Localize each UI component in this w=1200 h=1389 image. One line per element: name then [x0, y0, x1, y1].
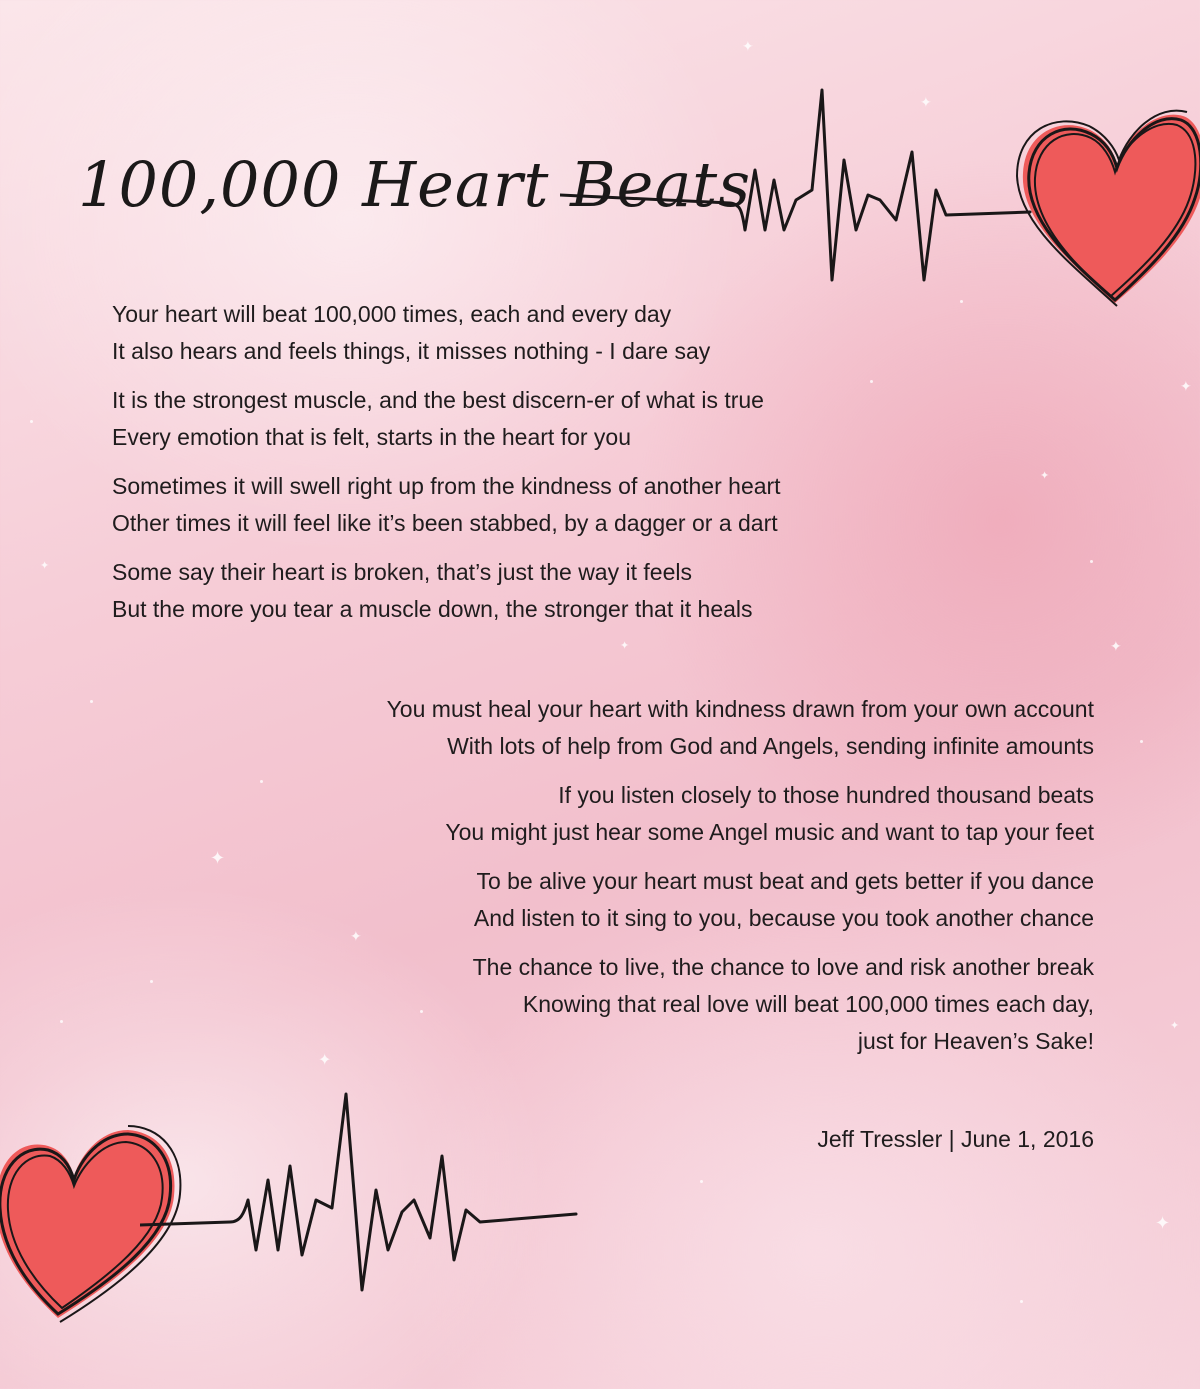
poem-line: Your heart will beat 100,000 times, each and every day	[112, 301, 672, 327]
sparkle-icon: ✦	[1040, 469, 1050, 482]
sparkle-dot	[1090, 560, 1093, 563]
page-title: 100,000 Heart Beats	[78, 148, 752, 221]
sparkle-icon: ✦	[1180, 379, 1192, 395]
ecg-line-icon	[140, 1090, 590, 1300]
stanza	[112, 554, 832, 628]
sparkle-icon: ✦	[620, 639, 630, 652]
poem-line: But the more you tear a muscle down, the stronger that it heals	[112, 596, 753, 622]
poem-line: And listen to it sing to you, because you took another chance	[473, 905, 1094, 931]
ecg-line-icon	[560, 80, 1040, 290]
sparkle-icon: ✦	[318, 1050, 332, 1069]
poem-part-1	[112, 296, 832, 640]
poem-line: Sometimes it will swell right up from the kindness of another heart	[112, 473, 781, 499]
poem-line: You must heal your heart with kindness drawn from your own account	[386, 696, 1094, 722]
sparkle-dot	[700, 1180, 703, 1183]
sparkle-icon: ✦	[350, 929, 362, 945]
sparkle-icon: ✦	[1155, 1213, 1171, 1234]
sparkle-icon: ✦	[40, 559, 50, 572]
poem-line: Every emotion that is felt, starts in the heart for you	[112, 424, 632, 450]
poem-line: It is the strongest muscle, and the best discern-er of what is true	[112, 387, 764, 413]
poem-line: If you listen closely to those hundred thousand beats	[558, 782, 1094, 808]
stanza	[112, 468, 832, 542]
poem-line: Some say their heart is broken, that’s just the way it feels	[112, 559, 692, 585]
poem-line: It also hears and feels things, it misses nothing - I dare say	[112, 338, 711, 364]
poem-part-2	[334, 691, 1094, 1072]
poem-line: With lots of help from God and Angels, sending infinite amounts	[447, 733, 1094, 759]
stanza	[112, 382, 832, 456]
sparkle-icon: ✦	[742, 39, 754, 55]
sparkle-icon: ✦	[1110, 639, 1122, 655]
sparkle-dot	[150, 980, 153, 983]
sparkle-dot	[260, 780, 263, 783]
stanza	[334, 863, 1094, 937]
poem-line: To be alive your heart must beat and gets better if you dance	[476, 868, 1094, 894]
stanza	[334, 777, 1094, 851]
poem-line: Knowing that real love will beat 100,000 times each day,	[522, 991, 1094, 1017]
stanza	[334, 949, 1094, 1060]
sparkle-dot	[90, 700, 93, 703]
poem-line: You might just hear some Angel music and want to tap your feet	[445, 819, 1094, 845]
poem-line: Other times it will feel like it’s been stabbed, by a dagger or a dart	[112, 510, 778, 536]
sparkle-dot	[60, 1020, 63, 1023]
poem-line: The chance to live, the chance to love and risk another break	[472, 954, 1094, 980]
sparkle-icon: ✦	[1170, 1019, 1180, 1032]
sparkle-dot	[30, 420, 33, 423]
sparkle-icon: ✦	[210, 848, 226, 869]
stanza	[334, 691, 1094, 765]
sparkle-icon: ✦	[920, 95, 932, 111]
heart-icon	[1005, 78, 1200, 318]
stanza	[112, 296, 832, 370]
header	[0, 0, 1200, 320]
sparkle-dot	[870, 380, 873, 383]
sparkle-dot	[1140, 740, 1143, 743]
author-signature: Jeff Tressler | June 1, 2016	[817, 1126, 1094, 1152]
sparkle-dot	[1020, 1300, 1023, 1303]
poem-line: just for Heaven’s Sake!	[857, 1028, 1094, 1054]
